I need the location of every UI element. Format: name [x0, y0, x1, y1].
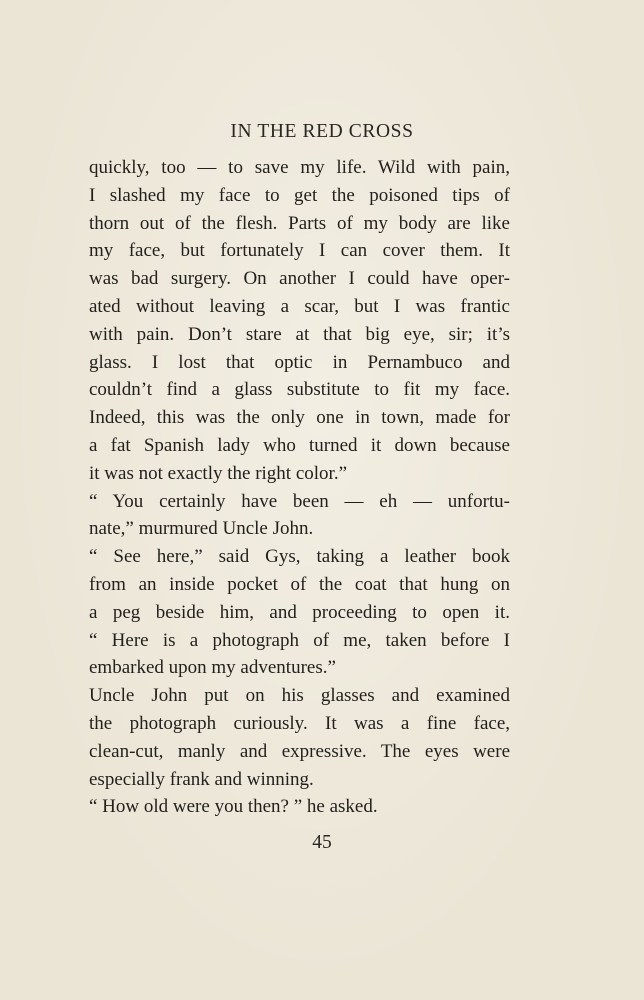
- page-number: 45: [312, 832, 332, 853]
- text-line: a fat Spanish lady who turned it down because: [89, 434, 510, 456]
- text-line: I slashed my face to get the poisoned tips of: [89, 184, 510, 206]
- running-head: IN THE RED CROSS: [230, 121, 414, 142]
- text-line: “ You certainly have been — eh — unfortu-: [89, 490, 510, 512]
- text-line: the photograph curiously. It was a fine face,: [89, 712, 510, 734]
- text-line: embarked upon my adventures.”: [89, 657, 336, 679]
- text-line: “ How old were you then? ” he asked.: [89, 796, 378, 818]
- text-line: with pain. Don’t stare at that big eye, sir; it’s: [89, 323, 510, 345]
- text-line: Uncle John put on his glasses and examined: [89, 685, 510, 707]
- text-line: a peg beside him, and proceeding to open it.: [89, 601, 510, 623]
- text-line: especially frank and winning.: [89, 768, 314, 790]
- text-line: was bad surgery. On another I could have oper-: [89, 268, 510, 290]
- text-line: my face, but fortunately I can cover them. It: [89, 240, 510, 262]
- body-text: [89, 154, 510, 821]
- text-line: quickly, too — to save my life. Wild with pain,: [89, 157, 510, 178]
- text-line: “ Here is a photograph of me, taken before I: [89, 629, 510, 651]
- text-line: Indeed, this was the only one in town, made for: [89, 407, 510, 429]
- text-line: from an inside pocket of the coat that hung on: [89, 573, 510, 595]
- text-line: nate,” murmured Uncle John.: [89, 518, 314, 540]
- text-line: it was not exactly the right color.”: [89, 462, 348, 484]
- text-line: couldn’t find a glass substitute to fit my face.: [89, 379, 510, 401]
- text-line: clean-cut, manly and expressive. The eyes were: [89, 740, 510, 762]
- text-line: “ See here,” said Gys, taking a leather book: [89, 546, 510, 568]
- text-line: glass. I lost that optic in Pernambuco and: [89, 351, 510, 373]
- text-line: thorn out of the flesh. Parts of my body are like: [89, 212, 510, 234]
- text-line: ated without leaving a scar, but I was frantic: [89, 295, 510, 317]
